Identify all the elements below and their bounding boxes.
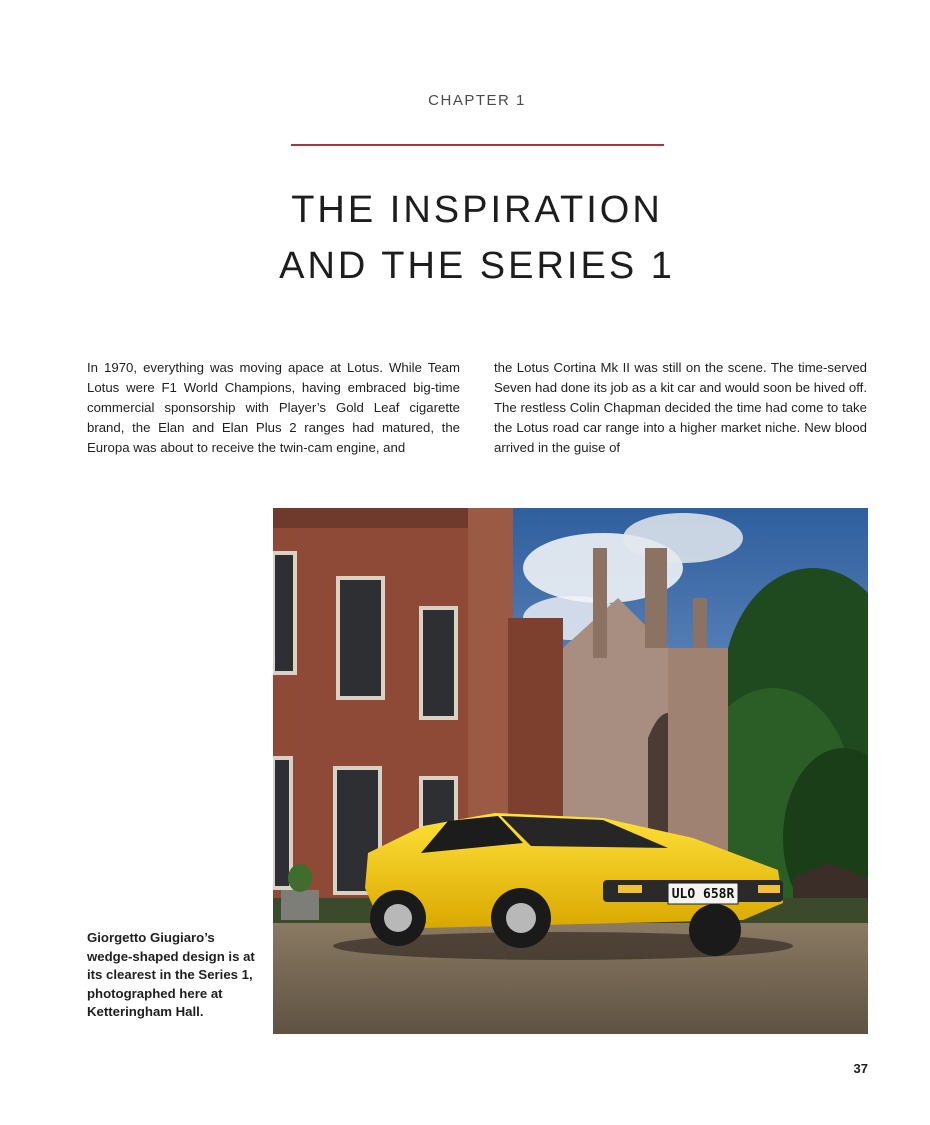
lotus-esprit-photo [273, 508, 868, 1034]
body-text-left-column: In 1970, everything was moving apace at Lotus. While Team Lotus were F1 World Champions, having embraced big-time commercial sponsorship with Player’s Gold Leaf cigarette brand, the Elan and Elan Plus 2 ranges had matured, the Europa was about to receive the twin-cam engine, and [87, 360, 460, 455]
chapter-title [0, 182, 930, 294]
chapter-title-line-2: AND THE SERIES 1 [279, 245, 675, 287]
chapter-label: CHAPTER 1 [428, 92, 526, 109]
page-number: 37 [853, 1061, 868, 1076]
number-plate-text: ULO 658R [671, 887, 735, 902]
chapter-divider [291, 144, 664, 146]
photo-caption: Giorgetto Giugiaro’s wedge-shaped design is at its clearest in the Series 1, photographed here at Ketteringham Hall. [87, 930, 255, 1020]
chapter-title-line-1: THE INSPIRATION [291, 189, 663, 231]
body-text-right-column: the Lotus Cortina Mk II was still on the scene. The time-served Seven had done its job as a kit car and would soon be hived off. The restless Colin Chapman decided the time had come to take the Lotus road car range into a higher market niche. New blood arrived in the guise of [494, 360, 867, 455]
